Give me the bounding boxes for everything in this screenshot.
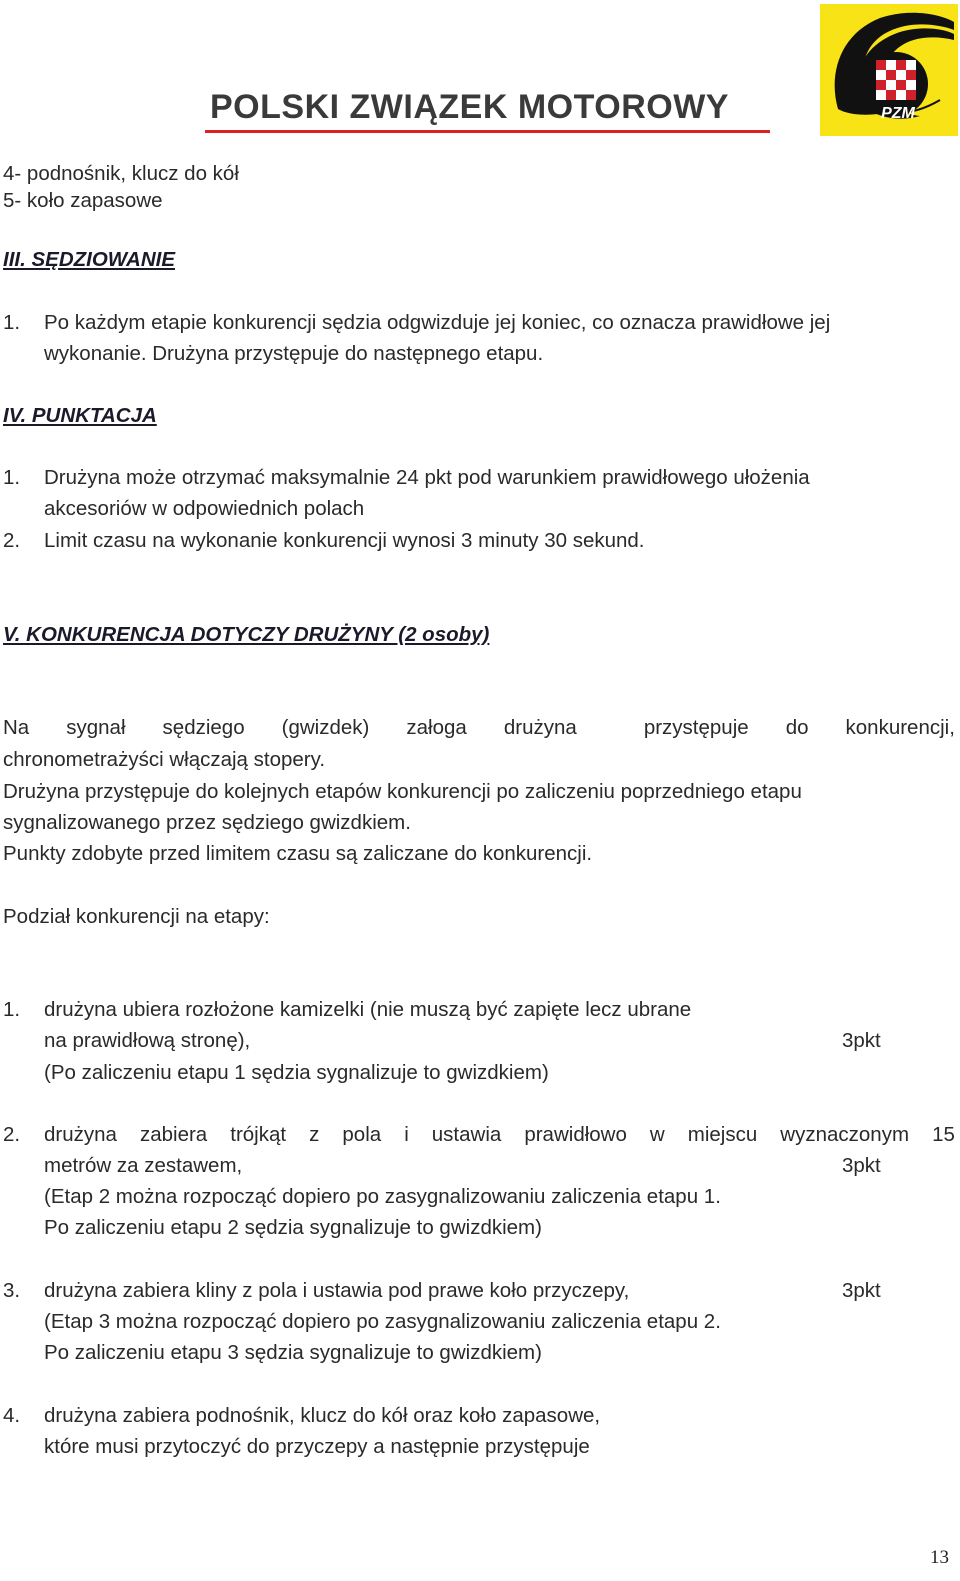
stages-intro: Podział konkurencji na etapy: [3,905,270,928]
list-item: 4- podnośnik, klucz do kół [3,162,239,185]
word: wyznaczonym [780,1123,910,1146]
header-divider [205,130,770,133]
stage-points: 3pkt [842,1029,881,1052]
list-number: 4. [3,1404,21,1427]
paragraph-line: chronometrażyści włączają stopery. [3,748,326,771]
word: i [404,1123,409,1146]
paragraph-line: wykonanie. Drużyna przystępuje do następnego etapu. [44,342,544,365]
stage-line: które musi przytoczyć do przyczepy a następnie przystępuje [44,1435,590,1458]
word: załoga [406,716,467,739]
word: ustawia [431,1123,502,1146]
section-heading-punktacja: IV. PUNKTACJA [3,404,157,427]
stage-line: drużyna zabiera podnośnik, klucz do kół oraz koło zapasowe, [44,1404,601,1427]
list-number: 1. [3,998,21,1021]
word: trójkąt [230,1123,287,1146]
stage-points: 3pkt [842,1279,881,1302]
logo-text: PZM [881,105,915,122]
paragraph-line: Drużyna przystępuje do kolejnych etapów konkurencji po zaliczeniu poprzedniego etapu [3,780,802,803]
justified-line [44,1123,955,1147]
section-heading-sedziowanie: III. SĘDZIOWANIE [3,248,175,271]
word: konkurencji, [845,716,955,739]
word: zabiera [139,1123,208,1146]
paragraph-line: Punkty zdobyte przed limitem czasu są zaliczane do konkurencji. [3,842,593,865]
word: drużyna [503,716,577,739]
word: w [649,1123,665,1146]
organization-name: POLSKI ZWIĄZEK MOTOROWY [210,88,729,126]
paragraph-line: Limit czasu na wykonanie konkurencji wynosi 3 minuty 30 sekund. [44,529,645,552]
stage-line: na prawidłową stronę), [44,1029,251,1052]
paragraph-line: sygnalizowanego przez sędziego gwizdkiem. [3,811,411,834]
word: z [309,1123,320,1146]
word: drużyna [44,1123,117,1146]
list-number: 2. [3,529,21,552]
section-heading-konkurencja: V. KONKURENCJA DOTYCZY DRUŻYNY (2 osoby) [3,623,490,646]
word: sygnał [66,716,126,739]
stage-line: (Etap 2 można rozpocząć dopiero po zasygnalizowaniu zaliczenia etapu 1. [44,1185,721,1208]
word: do [785,716,809,739]
page-number: 13 [930,1547,949,1568]
word: pola [342,1123,382,1146]
stage-line: (Po zaliczeniu etapu 1 sędzia sygnalizuje to gwizdkiem) [44,1061,549,1084]
word: 15 [932,1123,955,1146]
list-number: 2. [3,1123,21,1146]
stage-line: metrów za zestawem, [44,1154,243,1177]
list-number: 3. [3,1279,21,1302]
stage-points: 3pkt [842,1154,881,1177]
stage-line: (Etap 3 można rozpocząć dopiero po zasygnalizowaniu zaliczenia etapu 2. [44,1310,721,1333]
stage-line: Po zaliczeniu etapu 2 sędzia sygnalizuje to gwizdkiem) [44,1216,542,1239]
justified-line [3,716,955,740]
word: prawidłowo [524,1123,627,1146]
word: (gwizdek) [281,716,370,739]
word: przystępuje [643,716,749,739]
paragraph-line: Drużyna może otrzymać maksymalnie 24 pkt pod warunkiem prawidłowego ułożenia [44,466,810,489]
word: Na [3,716,30,739]
pzm-logo [820,4,958,136]
stage-line: Po zaliczeniu etapu 3 sędzia sygnalizuje to gwizdkiem) [44,1341,542,1364]
paragraph-line: akcesoriów w odpowiednich polach [44,497,365,520]
word: sędziego [162,716,245,739]
paragraph-line: Po każdym etapie konkurencji sędzia odgwizduje jej koniec, co oznacza prawidłowe jej [44,311,831,334]
stage-line: drużyna zabiera kliny z pola i ustawia pod prawe koło przyczepy, [44,1279,630,1302]
list-item: 5- koło zapasowe [3,189,163,212]
stage-line: drużyna ubiera rozłożone kamizelki (nie muszą być zapięte lecz ubrane [44,998,692,1021]
list-number: 1. [3,311,21,334]
list-number: 1. [3,466,21,489]
word: miejscu [687,1123,758,1146]
